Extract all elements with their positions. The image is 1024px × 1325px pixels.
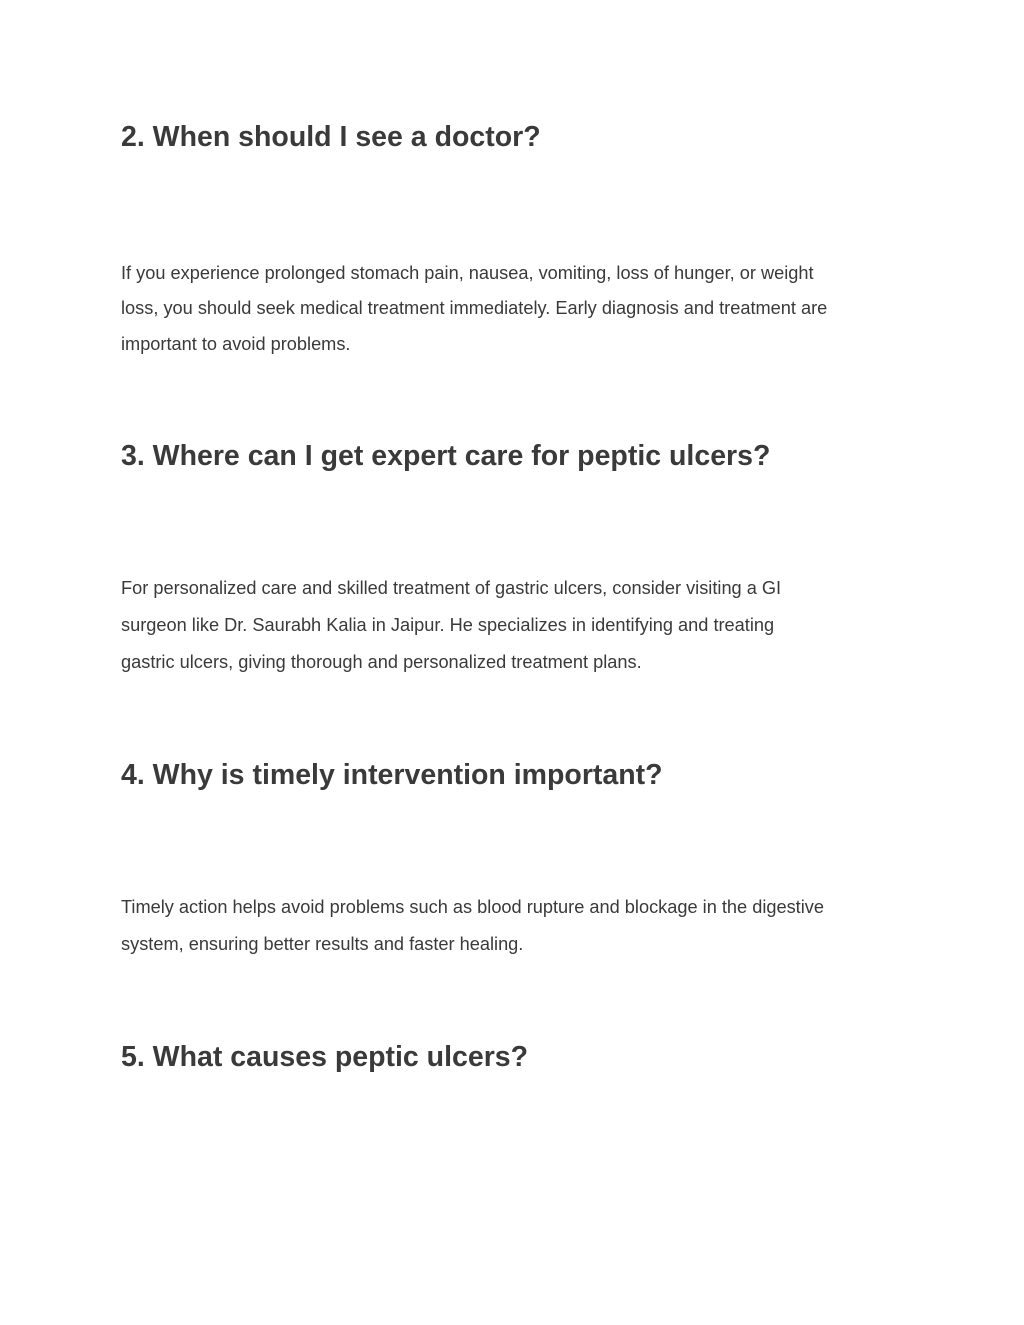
faq-answer-4-line-1: Timely action helps avoid problems such as blood rupture and blockage in the digestive (121, 897, 824, 917)
faq-answer-3-line-2: surgeon like Dr. Saurabh Kalia in Jaipur. He specializes in identifying and treating (121, 615, 775, 635)
faq-answer-2-line-2: loss, you should seek medical treatment immediately. Early diagnosis and treatment are (121, 298, 828, 318)
faq-answer-4 (121, 889, 911, 963)
faq-answer-2-line-3: important to avoid problems. (121, 334, 351, 354)
faq-answer-3-line-3: gastric ulcers, giving thorough and personalized treatment plans. (121, 652, 642, 672)
faq-answer-2-line-1: If you experience prolonged stomach pain, nausea, vomiting, loss of hunger, or weight (121, 263, 814, 283)
faq-answer-3-line-1: For personalized care and skilled treatment of gastric ulcers, consider visiting a GI (121, 578, 782, 598)
faq-question-2-heading: 2. When should I see a doctor? (121, 121, 541, 153)
faq-answer-4-line-2: system, ensuring better results and faster healing. (121, 934, 524, 954)
faq-answer-3 (121, 570, 911, 681)
faq-answer-2 (121, 256, 911, 363)
faq-question-5-heading: 5. What causes peptic ulcers? (121, 1041, 529, 1073)
faq-question-4-heading: 4. Why is timely intervention important? (121, 759, 663, 791)
faq-question-3-heading: 3. Where can I get expert care for peptic ulcers? (121, 440, 771, 472)
